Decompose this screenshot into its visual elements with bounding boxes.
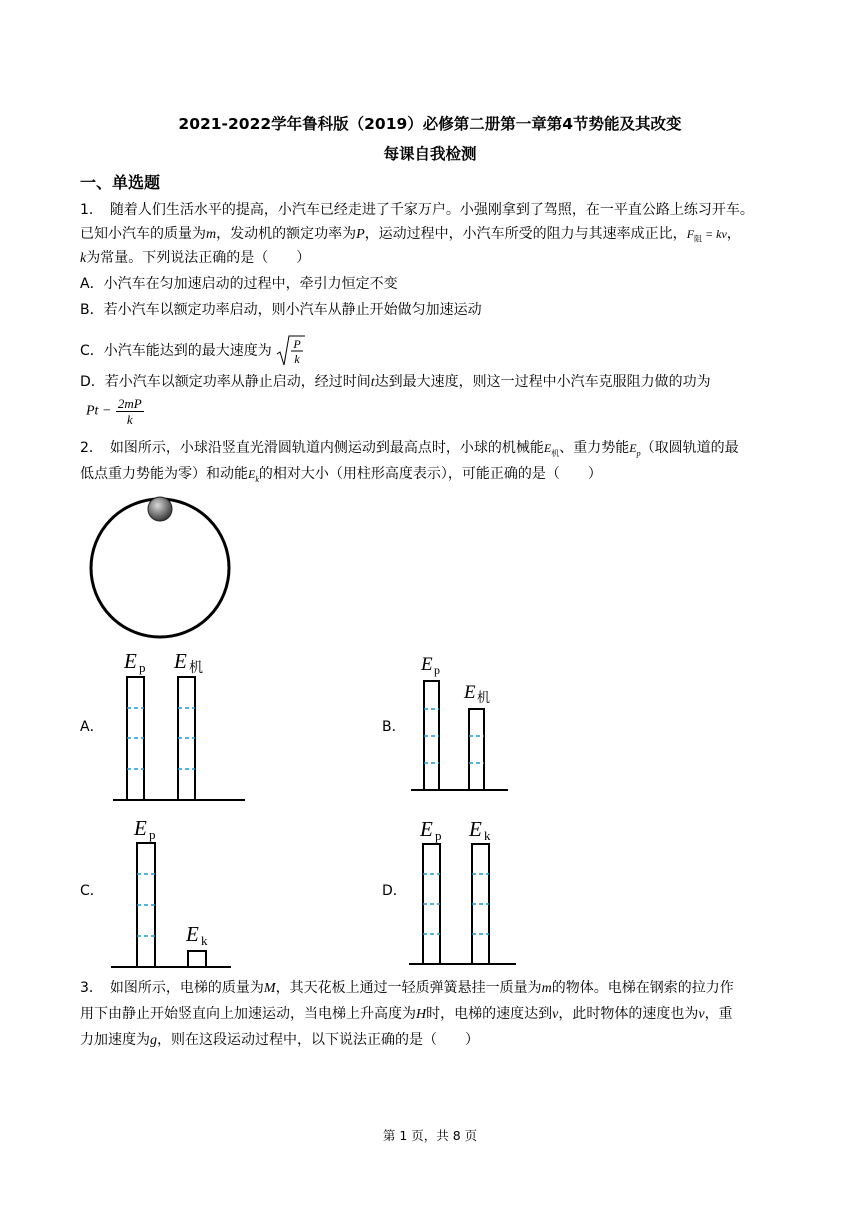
q2-option-c-letter: C．: [80, 883, 104, 899]
svg-text:E: E: [469, 817, 482, 841]
work-fraction: $\frac{2mP}{k}$: [117, 396, 142, 427]
q2-option-b-chart: [408, 650, 513, 795]
svg-text:E: E: [420, 817, 433, 841]
q3-line2: 用下由静止开始竖直向上加速运动，当电梯上升高度为H时，电梯的速度达到v，此时物体的速度也为v，重: [80, 1006, 733, 1022]
svg-text:p: p: [139, 660, 146, 675]
q2-option-a-chart: [110, 640, 250, 805]
sqrt-num: P: [293, 337, 301, 351]
svg-text:机: 机: [189, 661, 203, 676]
q1-option-a: A．小汽车在匀加速启动的过程中，牵引力恒定不变: [80, 276, 398, 292]
q2-line2: 低点重力势能为零）和动能$E_k$的相对大小（用柱形高度表示），可能正确的是（ ）: [80, 466, 602, 484]
q2-option-d-letter: D．: [382, 883, 407, 899]
bar-emech: [469, 709, 484, 790]
q2-option-c-chart: [108, 805, 238, 970]
section-heading: 一、单选题: [80, 173, 161, 192]
bar-ek: [188, 951, 206, 967]
doc-title: 2021-2022学年鲁科版（2019）必修第二册第一章第4节势能及其改变: [178, 115, 682, 133]
svg-text:p: p: [149, 827, 156, 842]
q2-option-d-chart: [406, 808, 521, 968]
svg-text:E: E: [464, 682, 476, 703]
q1-line1: 1． 随着人们生活水平的提高，小汽车已经走进了千家万户。小强刚拿到了驾照，在一平直公路上练习开车。: [80, 202, 754, 218]
svg-text:E: E: [134, 816, 147, 840]
svg-text:E: E: [174, 649, 187, 673]
sqrt-fraction: [276, 334, 306, 368]
svg-text:E: E: [421, 654, 433, 675]
q2-line1: 2． 如图所示，小球沿竖直光滑圆轨道内侧运动到最高点时，小球的机械能$E_机$、重力势能$E_p$（取圆轨道的最: [80, 440, 739, 458]
svg-text:p: p: [435, 828, 442, 843]
resistance-formula: $F_阻$ = kv: [686, 227, 727, 244]
svg-text:p: p: [434, 663, 440, 677]
q1-line3: k为常量。下列说法正确的是（ ）: [80, 250, 311, 266]
svg-text:E: E: [186, 922, 199, 946]
svg-text:E: E: [124, 649, 137, 673]
svg-text:k: k: [201, 933, 208, 948]
q2-option-a-letter: A．: [80, 719, 104, 735]
q3-line3: 力加速度为g，则在这段运动过程中，以下说法正确的是（ ）: [80, 1032, 479, 1048]
doc-subtitle: 每课自我检测: [383, 145, 477, 163]
q1-option-d: D．若小汽车以额定功率从静止启动，经过时间t达到最大速度，则这一过程中小汽车克服阻力做的功为: [80, 374, 711, 390]
sqrt-den: k: [294, 352, 300, 366]
svg-text:k: k: [484, 828, 491, 843]
page-footer: 第 1 页，共 8 页: [382, 1128, 478, 1143]
svg-text:机: 机: [477, 690, 491, 705]
q1-option-b: B．若小汽车以额定功率启动，则小汽车从静止开始做匀加速运动: [80, 302, 482, 318]
ball: [148, 497, 172, 521]
q1-option-c: C．小汽车能达到的最大速度为 P k: [80, 334, 306, 368]
q1-line2: 已知小汽车的质量为m，发动机的额定功率为P，运动过程中，小汽车所受的阻力与其速率成正比，$F_阻$ = kv，: [80, 226, 741, 244]
q3-line1: 3． 如图所示，电梯的质量为M，其天花板上通过一轻质弹簧悬挂一质量为m的物体。电梯在钢索的拉力作: [80, 980, 734, 996]
q2-option-b-letter: B．: [382, 719, 406, 735]
circular-track-figure: [86, 490, 236, 640]
q1-option-d-expr: Pt − $\frac{2mP}{k}$: [86, 396, 142, 427]
